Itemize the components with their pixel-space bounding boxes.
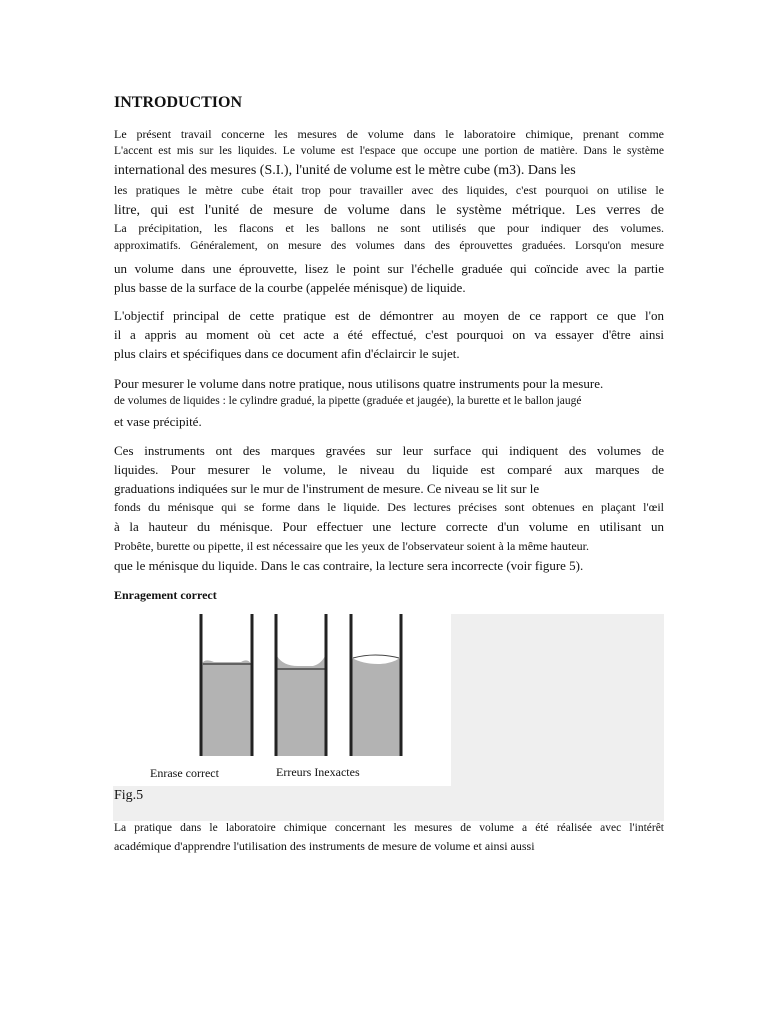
text-line: un volume dans une éprouvette, lisez le point sur l'échelle graduée qui coïncide avec la partie [114, 261, 664, 276]
text-line: il a appris au moment où cet acte a été effectué, c'est pourquoi on va essayer d'être ainsi [114, 327, 664, 342]
text-line: à la hauteur du ménisque. Pour effectuer une lecture correcte d'un volume en utilisant un [114, 519, 664, 534]
text-line: litre, qui est l'unité de mesure de volume dans le système métrique. Les verres de [114, 203, 664, 218]
section-title: INTRODUCTION [114, 94, 243, 111]
text-line: L'objectif principal de cette pratique est de démontrer au moyen de ce rapport ce que l'on [114, 308, 664, 323]
text-line: Ces instruments ont des marques gravées sur leur surface qui indiquent des volumes de [114, 443, 664, 458]
tube-correct [201, 614, 252, 756]
text-line: Le présent travail concerne les mesures de volume dans le laboratoire chimique, prenant comme [114, 127, 664, 141]
text-line: les pratiques le mètre cube était trop pour travailler avec des liquides, c'est pourquoi on utilise le [114, 183, 664, 197]
liquid-column [277, 656, 325, 756]
liquid-column [352, 658, 400, 756]
text-line: fonds du ménisque qui se forme dans le liquide. Des lectures précises sont obtenues en plaçant l'œil [114, 500, 664, 514]
text-line: plus basse de la surface de la courbe (appelée ménisque) de liquide. [114, 280, 466, 295]
tube-error-high [351, 614, 401, 756]
text-line: La pratique dans le laboratoire chimique concernant les mesures de volume a été réalisée avec l'intérêt [114, 822, 664, 834]
text-line: Probête, burette ou pipette, il est nécessaire que les yeux de l'observateur soient à la même hauteur. [114, 539, 589, 553]
text-line: approximatifs. Généralement, on mesure des volumes dans des éprouvettes graduées. Lorsqu'on mesure [114, 240, 664, 252]
liquid-column [202, 660, 251, 756]
tube-error-low [276, 614, 326, 756]
text-line: liquides. Pour mesurer le volume, le niveau du liquide est comparé aux marques de [114, 462, 664, 477]
text-line: de volumes de liquides : le cylindre gradué, la pipette (graduée et jaugée), la burette et le ballon jaugé [114, 395, 582, 407]
meniscus-figure [113, 614, 451, 786]
meniscus-curve [353, 655, 399, 658]
label-correct: Enrase correct [150, 766, 219, 780]
text-line: graduations indiquées sur le mur de l'instrument de mesure. Ce niveau se lit sur le [114, 481, 540, 496]
text-line: académique d'apprendre l'utilisation des instruments de mesure de volume et ainsi aussi [114, 839, 535, 853]
text-line: plus clairs et spécifiques dans ce document afin d'éclaircir le sujet. [114, 346, 460, 361]
figure-heading: Enragement correct [114, 588, 217, 602]
text-line: international des mesures (S.I.), l'unité de volume est le mètre cube (m3). Dans les [114, 163, 576, 178]
text-line: La précipitation, les flacons et les ballons ne sont utilisés que pour indiquer des volumes. [114, 221, 664, 235]
text-line: Pour mesurer le volume dans notre pratique, nous utilisons quatre instruments pour la mesure. [114, 376, 604, 391]
figure-number: Fig.5 [114, 788, 144, 803]
text-line: L'accent est mis sur les liquides. Le volume est l'espace que occupe une portion de matière. Dans le système [114, 145, 664, 157]
text-line: que le ménisque du liquide. Dans le cas contraire, la lecture sera incorrecte (voir figure 5). [114, 558, 584, 573]
label-errors: Erreurs Inexactes [276, 765, 360, 779]
text-line: et vase précipité. [114, 414, 202, 429]
